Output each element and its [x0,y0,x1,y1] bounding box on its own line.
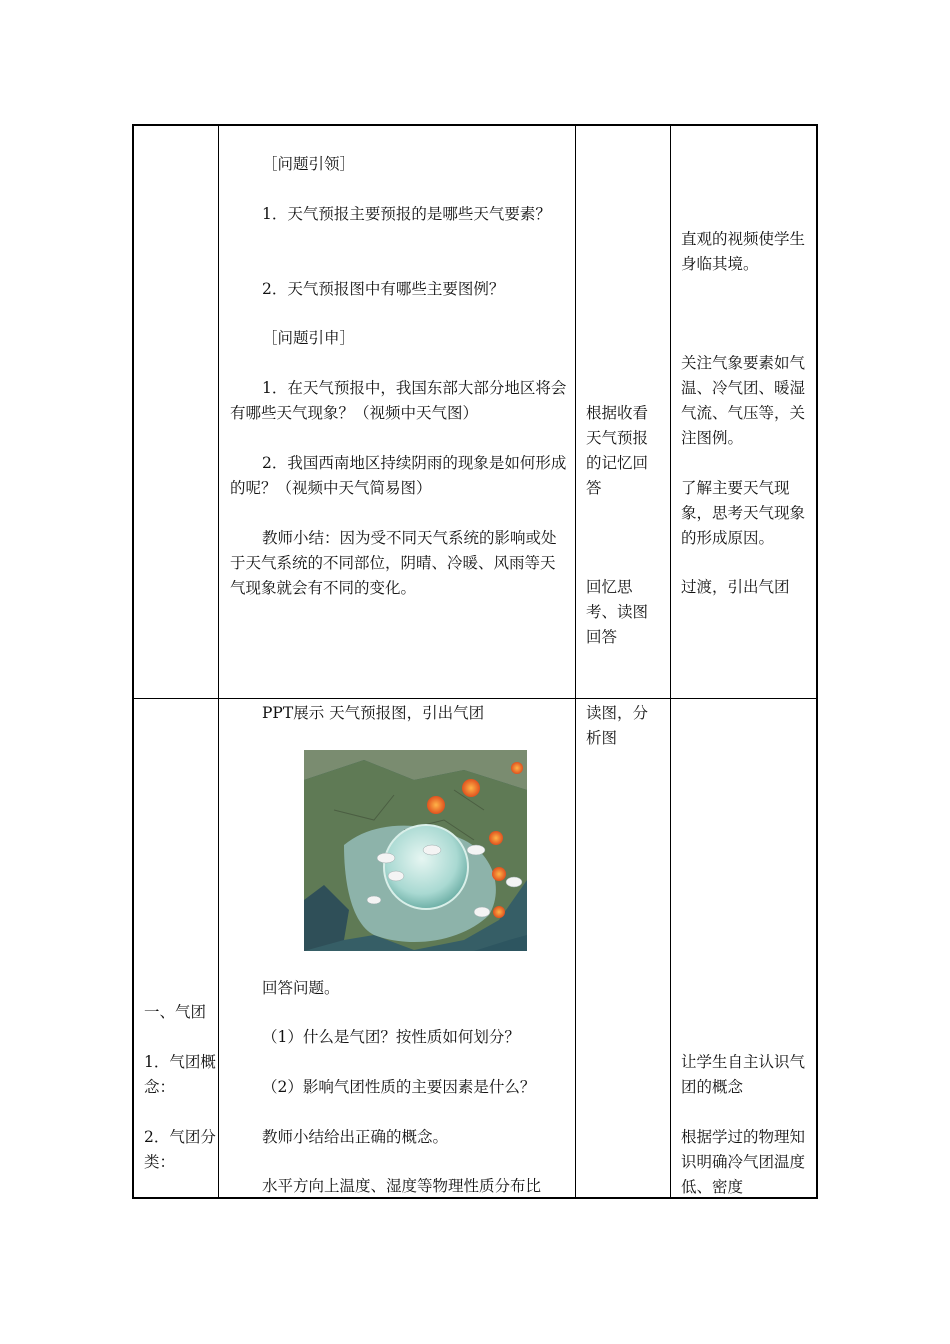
subsection-air-mass-classification: 2．气团分类： [144,1128,216,1171]
answer-questions-prompt: 回答问题。 [262,979,340,997]
design-intent: 过渡，引出气团 [681,578,790,596]
question-extend-heading: ［问题引申］ [262,329,356,347]
teacher-summary-concept: 教师小结给出正确的概念。 [262,1128,449,1146]
question-1: 1．天气预报主要预报的是哪些天气要素？ [262,205,551,223]
subsection-air-mass-concept: 1．气团概念： [144,1053,216,1096]
ppt-display-text: PPT展示 天气预报图，引出气团 [262,704,485,722]
question-lead-heading: ［问题引领］ [262,155,356,173]
design-intent: 直观的视频使学生身临其境。 [681,230,806,273]
design-intent: 根据学过的物理知识明确冷气团温度低、密度 [681,1128,806,1196]
teacher-summary: 教师小结：因为受不同天气系统的影响或处于天气系统的不同部位，阴晴、冷暖、风雨等天气现象就会有不同的变化。 [230,529,557,597]
design-intent: 关注气象要素如气温、冷气团、暖湿气流、气压等，关注图例。 [681,354,806,447]
extend-question-2: 2．我国西南地区持续阴雨的现象是如何形成的呢？（视频中天气简易图） [230,454,567,497]
weather-forecast-map-image [304,750,527,951]
section-heading-air-mass: 一、气团 [144,1003,207,1021]
design-intent: 让学生自主认识气团的概念 [681,1053,806,1096]
student-activity: 读图，分析图 [586,704,649,747]
student-activity: 回忆思考、读图回答 [586,578,649,646]
question-2: 2．天气预报图中有哪些主要图例？ [262,280,505,298]
extend-question-1: 1．在天气预报中，我国东部大部分地区将会有哪些天气现象？（视频中天气图） [230,379,567,422]
question-air-mass-definition: （1）什么是气团？按性质如何划分？ [262,1028,520,1046]
row-divider [134,698,816,699]
student-activity: 根据收看天气预报的记忆回答 [586,404,649,497]
column-divider [575,126,576,1197]
lesson-plan-table [132,124,818,1199]
column-divider [670,126,671,1197]
design-intent: 了解主要天气现象，思考天气现象的形成原因。 [681,479,806,547]
air-mass-explanation: 水平方向上温度、湿度等物理性质分布比 [262,1177,542,1195]
weather-map-illustration [304,750,527,951]
question-air-mass-factors: （2）影响气团性质的主要因素是什么？ [262,1078,536,1096]
column-divider [218,126,219,1197]
